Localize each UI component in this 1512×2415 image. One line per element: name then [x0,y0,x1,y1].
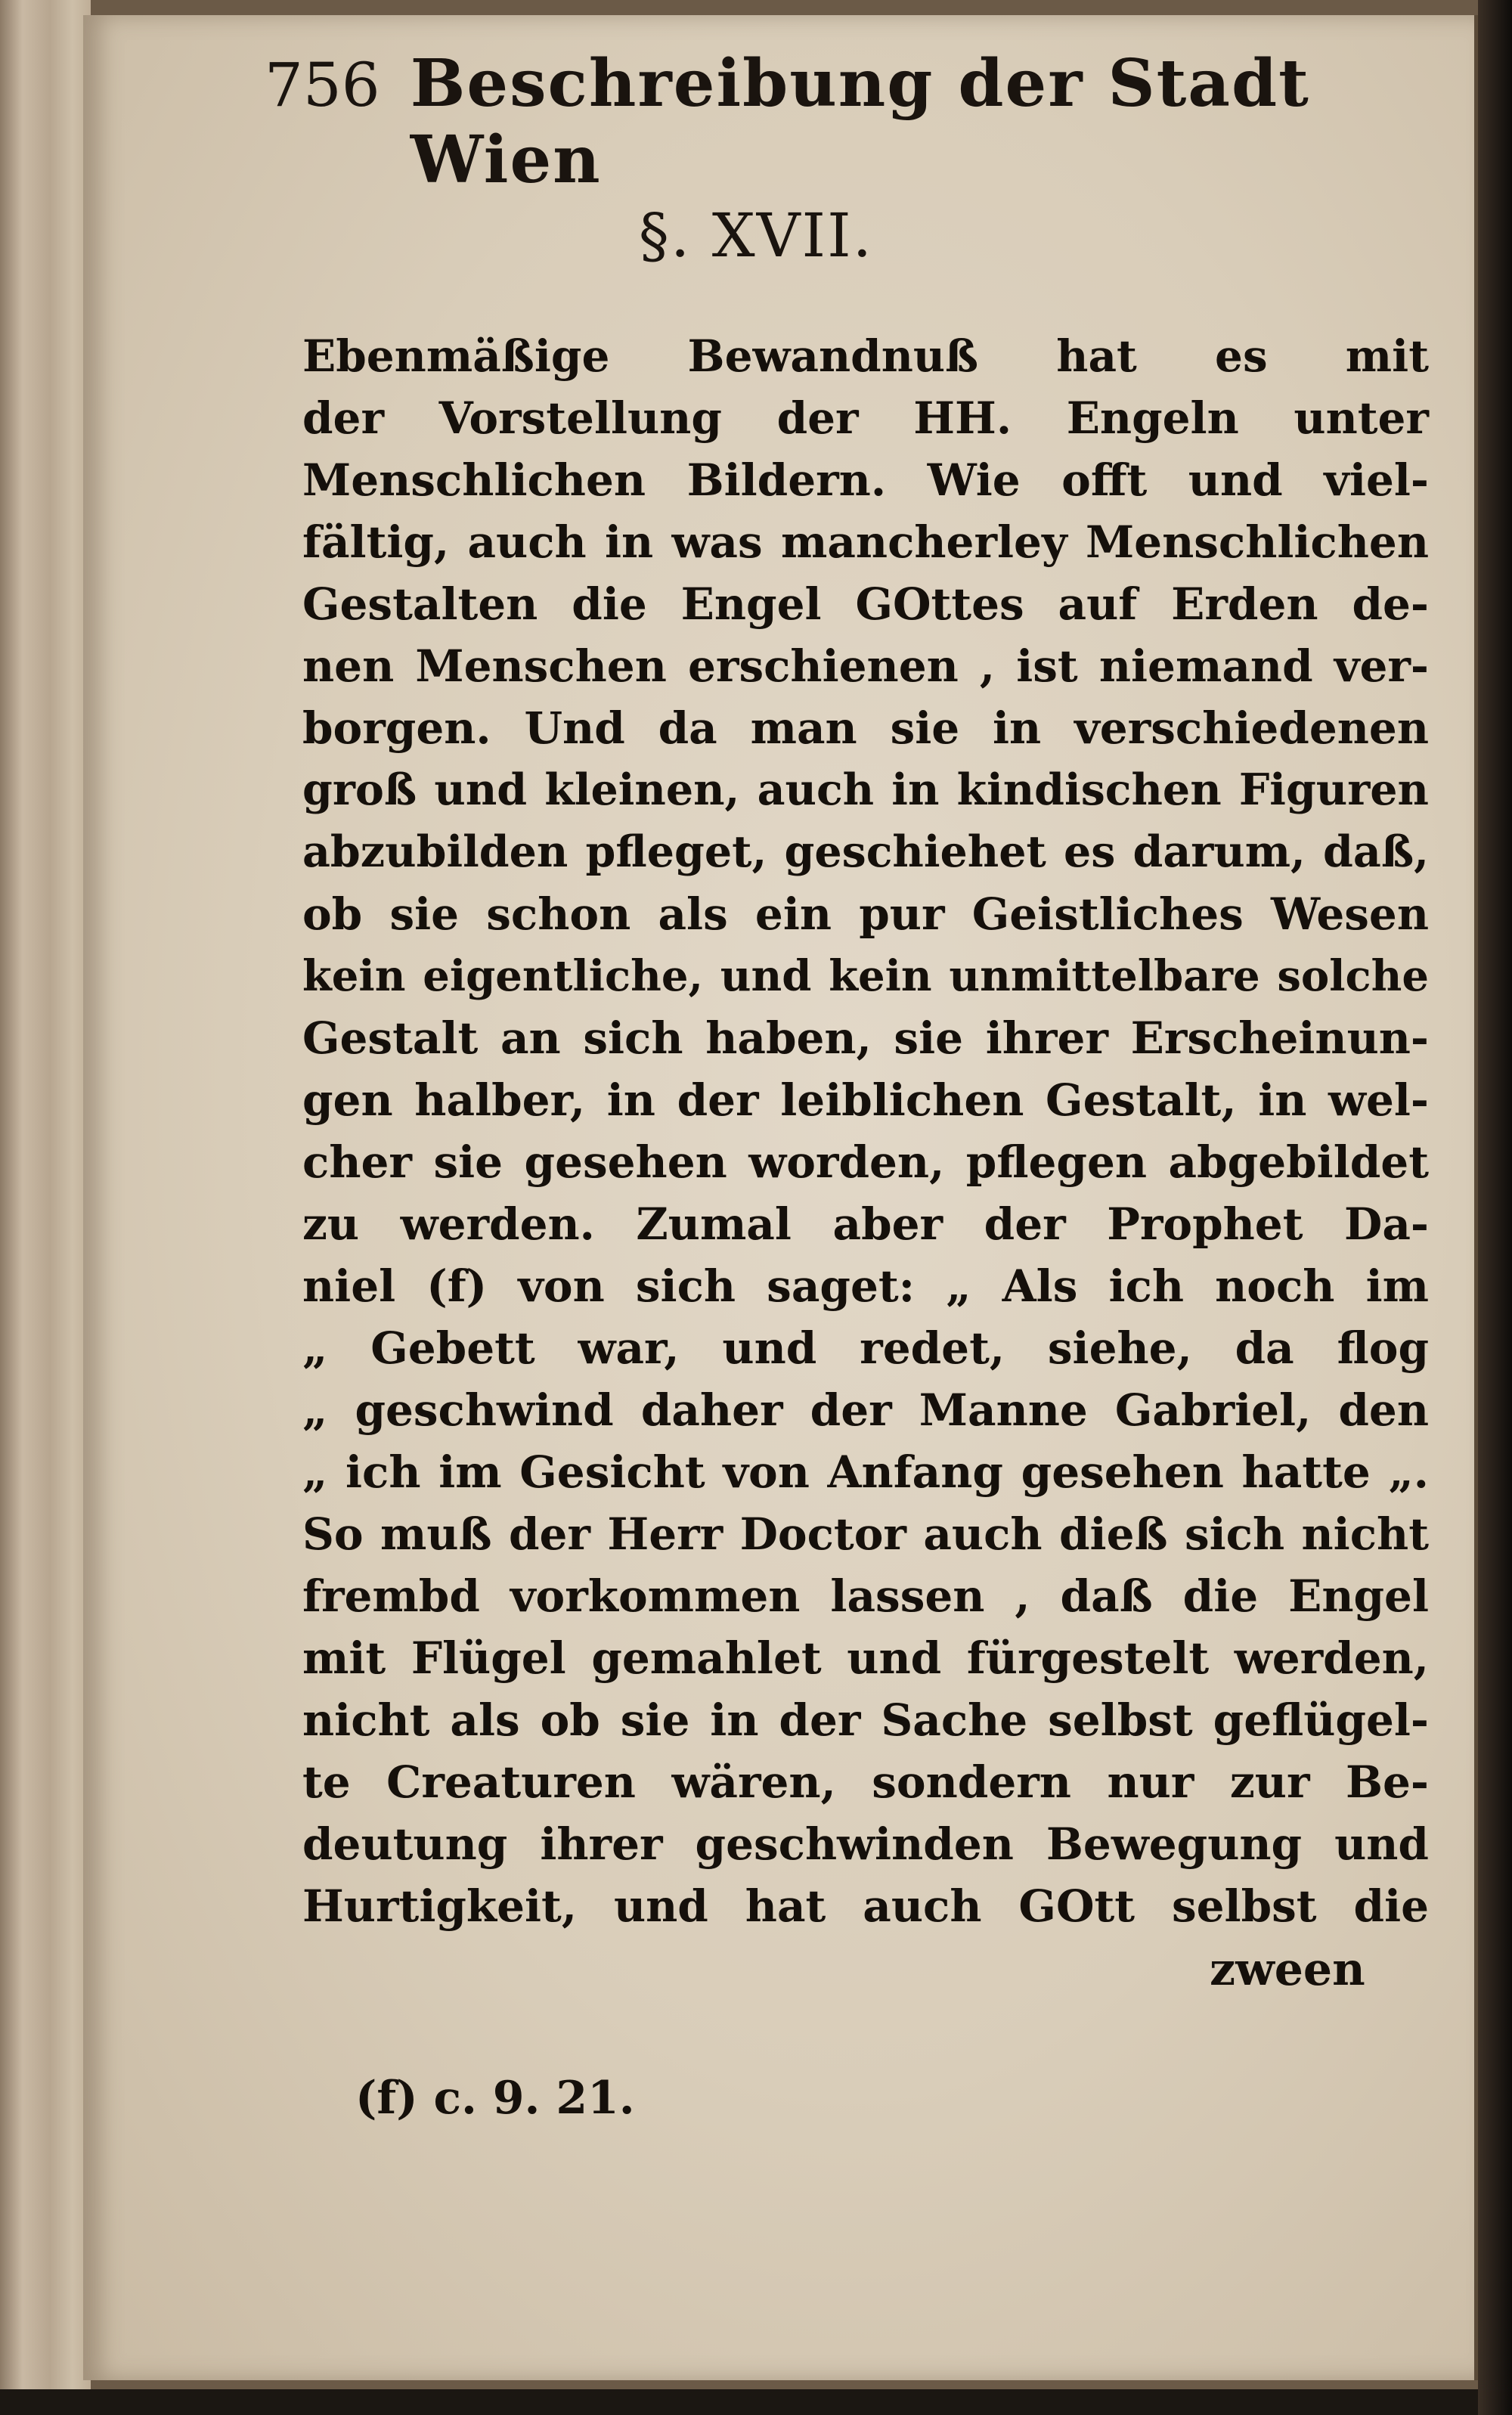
text-line: abzubilden pfleget, geschiehet es darum, daß, [302,826,1429,877]
text-line: borgen. Und da man sie in verschiedenen [302,702,1429,754]
text-line: niel (f) von sich saget: „ Als ich noch im [302,1260,1429,1312]
text-line: So muß der Herr Doctor auch dieß sich nicht [302,1508,1429,1560]
text-line: nicht als ob sie in der Sache selbst geflügel- [302,1694,1429,1746]
text-line: nen Menschen erschienen , ist niemand ver- [302,640,1429,692]
running-header [265,45,1399,198]
page-number: 756 [265,50,380,120]
text-line: groß und kleinen, auch in kindischen Figuren [302,764,1429,815]
text-line: ob sie schon als ein pur Geistliches Wesen [302,888,1429,940]
text-line: „ Gebett war, und redet, siehe, da flog [302,1322,1429,1374]
catchword: zween [1210,1943,1365,1996]
text-line: „ ich im Gesicht von Anfang gesehen hatte „. [302,1446,1429,1498]
text-line: kein eigentliche, und kein unmittelbare solche [302,951,1429,1001]
text-line: Menschlichen Bildern. Wie offt und viel- [302,454,1429,506]
footnote: (f) c. 9. 21. [355,2072,635,2125]
body-text [302,325,1429,1937]
text-line: Gestalten die Engel GOttes auf Erden de- [302,578,1429,630]
binding-shadow [1478,0,1512,2415]
text-line: frembd vorkommen lassen , daß die Engel [302,1570,1429,1622]
running-title: Beschreibung der Stadt Wien [410,45,1310,198]
text-line: der Vorstellung der HH. Engeln unter [302,392,1429,444]
section-heading: §. XVII. [638,200,874,271]
text-line: Hurtigkeit, und hat auch GOtt selbst die [302,1880,1429,1932]
text-line: Ebenmäßige Bewandnuß hat es mit [302,330,1429,382]
text-line: fältig, auch in was mancherley Menschlichen [302,516,1429,568]
page-stack-edge [0,0,91,2389]
text-line: gen halber, in der leiblichen Gestalt, in wel- [302,1074,1429,1126]
text-line: zu werden. Zumal aber der Prophet Da- [302,1198,1429,1250]
text-line: te Creaturen wären, sondern nur zur Be- [302,1756,1429,1808]
text-line: „ geschwind daher der Manne Gabriel, den [302,1384,1429,1436]
text-line: Gestalt an sich haben, sie ihrer Erscheinun- [302,1012,1429,1064]
text-line: deutung ihrer geschwinden Bewegung und [302,1818,1429,1870]
text-line: mit Flügel gemahlet und fürgestelt werden, [302,1632,1429,1684]
text-line: cher sie gesehen worden, pflegen abgebildet [302,1136,1429,1188]
